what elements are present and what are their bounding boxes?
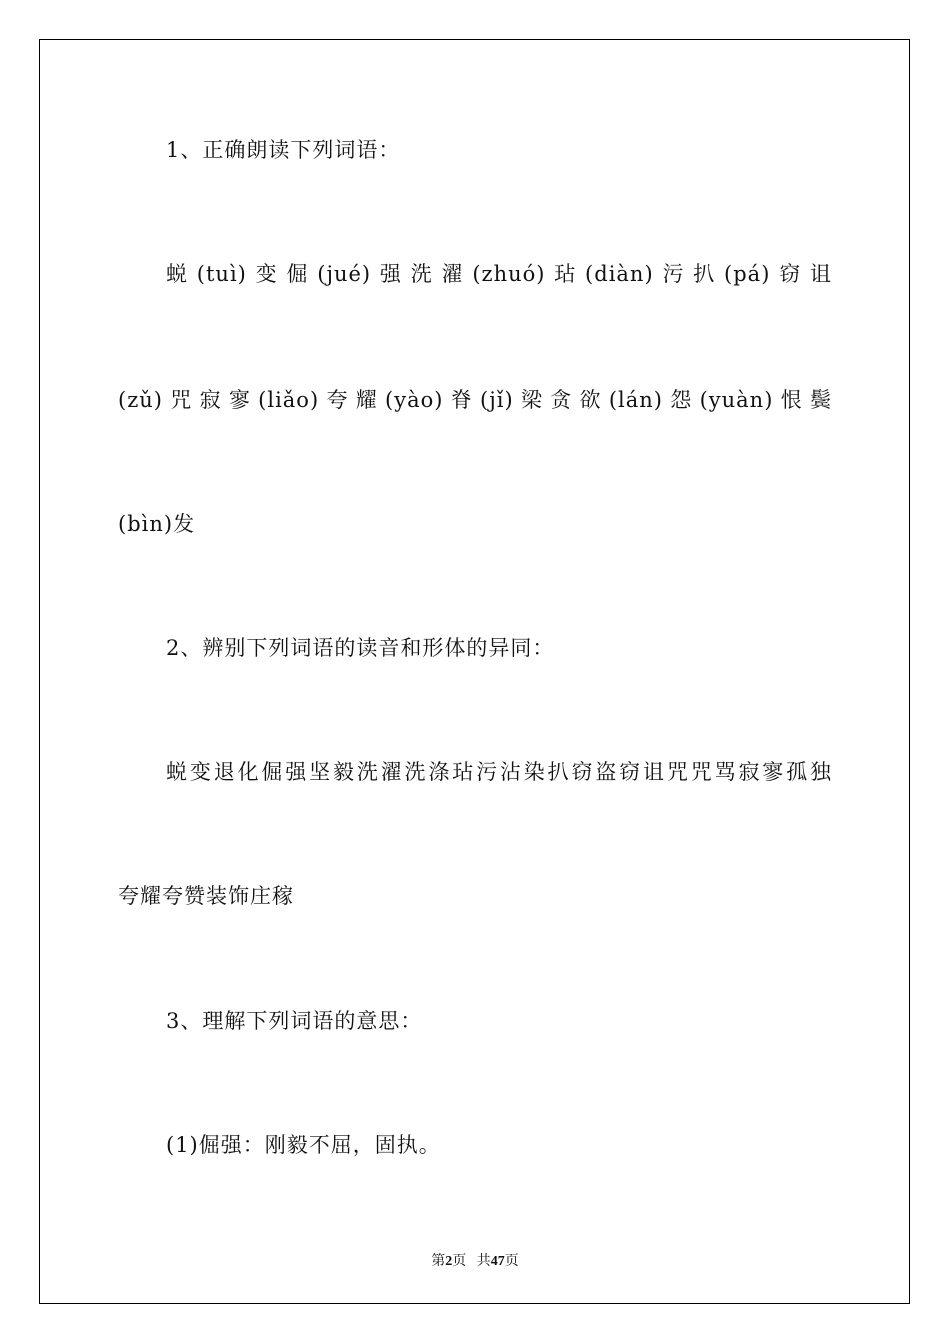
pinyin-line-3: (bìn)发 (118, 512, 196, 536)
page-prefix: 第 (431, 1254, 446, 1269)
pinyin-line-1: 蜕(tuì)变倔(jué)强洗濯(zhuó)玷(diàn)污扒(pá)窃诅 (166, 262, 832, 286)
page-border (39, 39, 910, 1304)
page-footer (0, 1250, 950, 1270)
heading-3: 3、理解下列词语的意思： (166, 1009, 423, 1033)
total-suffix: 页 (504, 1254, 519, 1269)
total-prefix: 共 (476, 1254, 491, 1269)
heading-1: 1、正确朗读下列词语： (166, 138, 401, 162)
total-pages: 47 (490, 1254, 505, 1269)
word-list-line-1: 蜕变退化倔强坚毅洗濯洗涤玷污沾染扒窃盗窃诅咒咒骂寂寥孤独 (166, 760, 832, 784)
definition-1: (1)倔强：刚毅不屈，固执。 (166, 1133, 441, 1157)
pinyin-line-2: (zǔ)咒寂寥(liǎo)夸耀(yào)脊(jǐ)梁贪欲(lán)怨(yuàn)恨鬓 (118, 388, 832, 412)
page-number: 2 (445, 1254, 453, 1269)
word-list-line-2: 夸耀夸赞装饰庄稼 (118, 884, 294, 908)
heading-2: 2、辨别下列词语的读音和形体的异同： (166, 636, 555, 660)
page-suffix: 页 (452, 1254, 467, 1269)
